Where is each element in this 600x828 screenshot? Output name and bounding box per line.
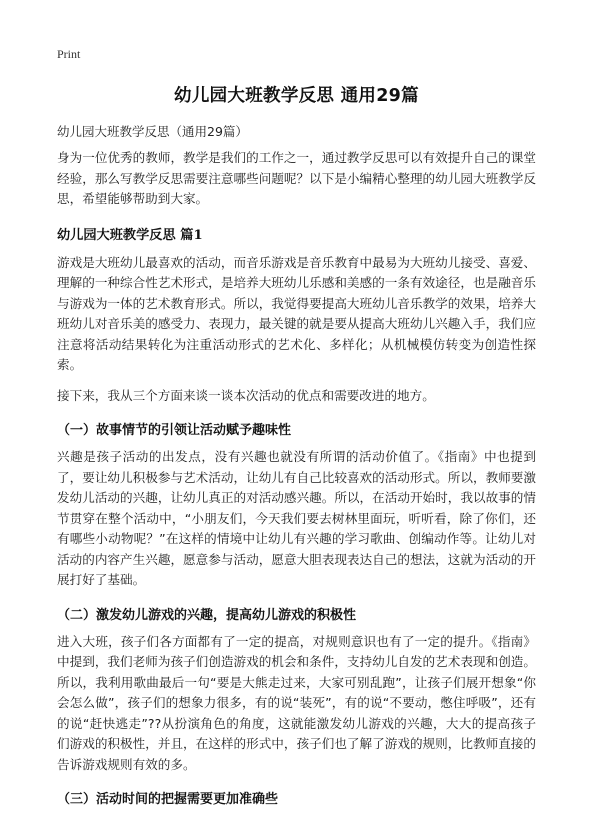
- document-body: [57, 148, 536, 816]
- section-heading: 幼儿园大班教学反思 篇1: [57, 227, 203, 243]
- sub-paragraph-2: 进入大班，孩子们各方面都有了一定的提高，对规则意识也有了一定的提升。《指南》中提到，我们老师为孩子们创造游戏的机会和条件，支持幼儿自发的艺术表现和创造。所以，我利用歌曲最后一句“要是大熊走过来，大家可别乱跑”，让孩子们展开想象“你会怎么做”，孩子们的想象力很多，有的说“装死”，有的说“不要动，憋住呼吸”，还有的说“赶快逃走”??从扮演角色的角度，这就能激发幼儿游戏的兴趣，大大的提高孩子们游戏的积极性，并且，在这样的形式中，孩子们也了解了游戏的规则，比教师直接的告诉游戏规则有效的多。: [57, 633, 536, 772]
- sub-heading-2: （二）激发幼儿游戏的兴趣，提高幼儿游戏的积极性: [57, 607, 357, 623]
- print-label[interactable]: Print: [57, 47, 81, 61]
- section-paragraph: 游戏是大班幼儿最喜欢的活动，而音乐游戏是音乐教育中最易为大班幼儿接受、喜爱、理解的一种综合性艺术形式，是培养大班幼儿乐感和美感的一条有效途径，也是融音乐与游戏为一体的艺术教育形式。所以，我觉得要提高大班幼儿音乐教学的效果，培养大班幼儿对音乐美的感受力、表现力，最关键的就是要从提高大班幼儿兴趣入手，我们应注意将活动结果转化为注重活动形式的艺术化、多样化；从机械模仿转变为创造性探索。: [57, 254, 536, 372]
- document-subtitle: 幼儿园大班教学反思（通用29篇）: [57, 124, 248, 139]
- section-paragraph: 接下来，我从三个方面来谈一谈本次活动的优点和需要改进的地方。: [57, 387, 435, 403]
- sub-heading-1: （一）故事情节的引领让活动赋予趣味性: [57, 423, 292, 438]
- page-title: 幼儿园大班教学反思 通用29篇: [174, 86, 419, 106]
- intro-paragraph: 身为一位优秀的教师，教学是我们的工作之一，通过教学反思可以有效提升自己的课堂经验，那么写教学反思需要注意哪些问题呢？以下是小编精心整理的幼儿园大班教学反思，希望能够帮助到大家。: [57, 150, 536, 206]
- sub-heading-3: （三）活动时间的把握需要更加准确些: [57, 792, 279, 807]
- sub-paragraph-1: 兴趣是孩子活动的出发点，没有兴趣也就没有所谓的活动价值了。《指南》中也提到了，要让幼儿积极参与艺术活动，让幼儿有自己比较喜欢的活动形式。所以，教师要激发幼儿活动的兴趣，让幼儿真正的对活动感兴趣。所以，在活动开始时，我以故事的情节贯穿在整个活动中，“小朋友们，今天我们要去树林里面玩，听听看，除了你们，还有哪些小动物呢？”在这样的情境中让幼儿有兴趣的学习歌曲、创编动作等。让幼儿对活动的内容产生兴趣，愿意参与活动，愿意大胆表现表达自己的想法，这就为活动的开展打好了基础。: [57, 449, 536, 587]
